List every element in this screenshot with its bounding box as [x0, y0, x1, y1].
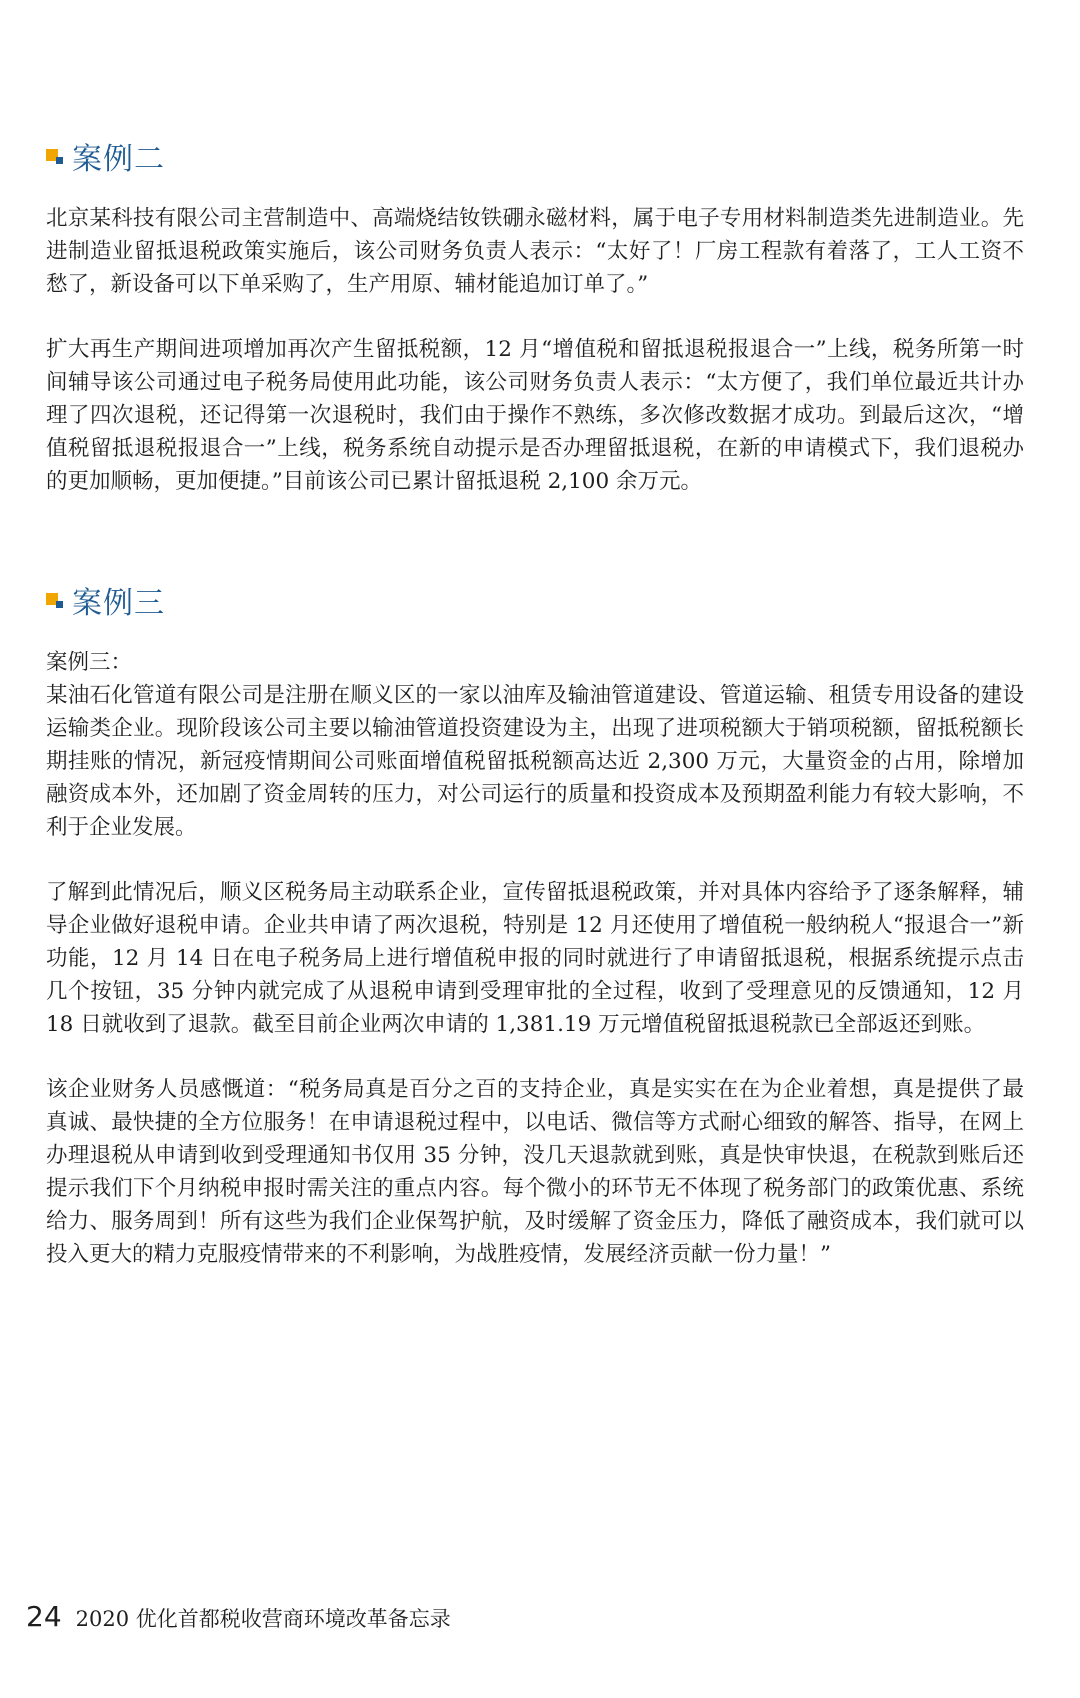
case-three-section: [46, 578, 1024, 1271]
case-three-title: 案例三: [72, 586, 165, 621]
case-two-paragraph-2: 扩大再生产期间进项增加再次产生留抵税额，12 月“增值税和留抵退税报退合一”上线，税务所第一时间辅导该公司通过电子税务局使用此功能，该公司财务负责人表示：“太方便了，我们单位最近共计办理了四次退税，还记得第一次退税时，我们由于操作不熟练，多次修改数据才成功。到最后这次，“增值税留抵退税报退合一”上线，税务系统自动提示是否办理留抵退税，在新的申请模式下，我们退税办的更加顺畅，更加便捷。”目前该公司已累计留抵退税 2,100 余万元。: [46, 337, 1024, 494]
case-three-heading: [46, 578, 1024, 622]
case-two-paragraph-1: 北京某科技有限公司主营制造中、高端烧结钕铁硼永磁材料，属于电子专用材料制造类先进制造业。先进制造业留抵退税政策实施后，该公司财务负责人表示：“太好了！厂房工程款有着落了，工人工资不愁了，新设备可以下单采购了，生产用原、辅材能追加订单了。”: [46, 206, 1024, 297]
case-three-label: 案例三：: [46, 650, 133, 675]
square-bullet-icon: [46, 145, 66, 167]
square-bullet-icon: [46, 589, 66, 611]
page-footer: [26, 1600, 451, 1633]
case-two-heading: [46, 134, 1024, 178]
case-two-title: 案例二: [72, 142, 165, 177]
case-three-paragraph-3: 该企业财务人员感慨道：“税务局真是百分之百的支持企业，真是实实在在为企业着想，真是提供了最真诚、最快捷的全方位服务！在申请退税过程中，以电话、微信等方式耐心细致的解答、指导，在网上办理退税从申请到收到受理通知书仅用 35 分钟，没几天退款就到账，真是快审快退，在税款到账后还提示我们下个月纳税申报时需关注的重点内容。每个微小的环节无不体现了税务部门的政策优惠、系统给力、服务周到！所有这些为我们企业保驾护航，及时缓解了资金压力，降低了融资成本，我们就可以投入更大的精力克服疫情带来的不利影响，为战胜疫情，发展经济贡献一份力量！”: [46, 1077, 1024, 1267]
case-two-section: [46, 134, 1024, 498]
case-three-paragraph-1: 某油石化管道有限公司是注册在顺义区的一家以油库及输油管道建设、管道运输、租赁专用设备的建设运输类企业。现阶段该公司主要以输油管道投资建设为主，出现了进项税额大于销项税额，留抵税额长期挂账的情况，新冠疫情期间公司账面增值税留抵税额高达近 2,300 万元，大量资金的占用，除增加融资成本外，还加剧了资金周转的压力，对公司运行的质量和投资成本及预期盈利能力有较大影响，不利于企业发展。: [46, 683, 1024, 840]
page-number: 24: [26, 1600, 62, 1633]
case-three-paragraph-2: 了解到此情况后，顺义区税务局主动联系企业，宣传留抵退税政策，并对具体内容给予了逐条解释，辅导企业做好退税申请。企业共申请了两次退税，特别是 12 月还使用了增值税一般纳税人“报退合一”新功能，12 月 14 日在电子税务局上进行增值税申报的同时就进行了申请留抵退税，根据系统提示点击几个按钮，35 分钟内就完成了从退税申请到受理审批的全过程，收到了受理意见的反馈通知，12 月 18 日就收到了退款。截至目前企业两次申请的 1,381.19 万元增值税留抵退税款已全部返还到账。: [46, 880, 1024, 1037]
footer-title: 2020 优化首都税收营商环境改革备忘录: [75, 1607, 451, 1631]
